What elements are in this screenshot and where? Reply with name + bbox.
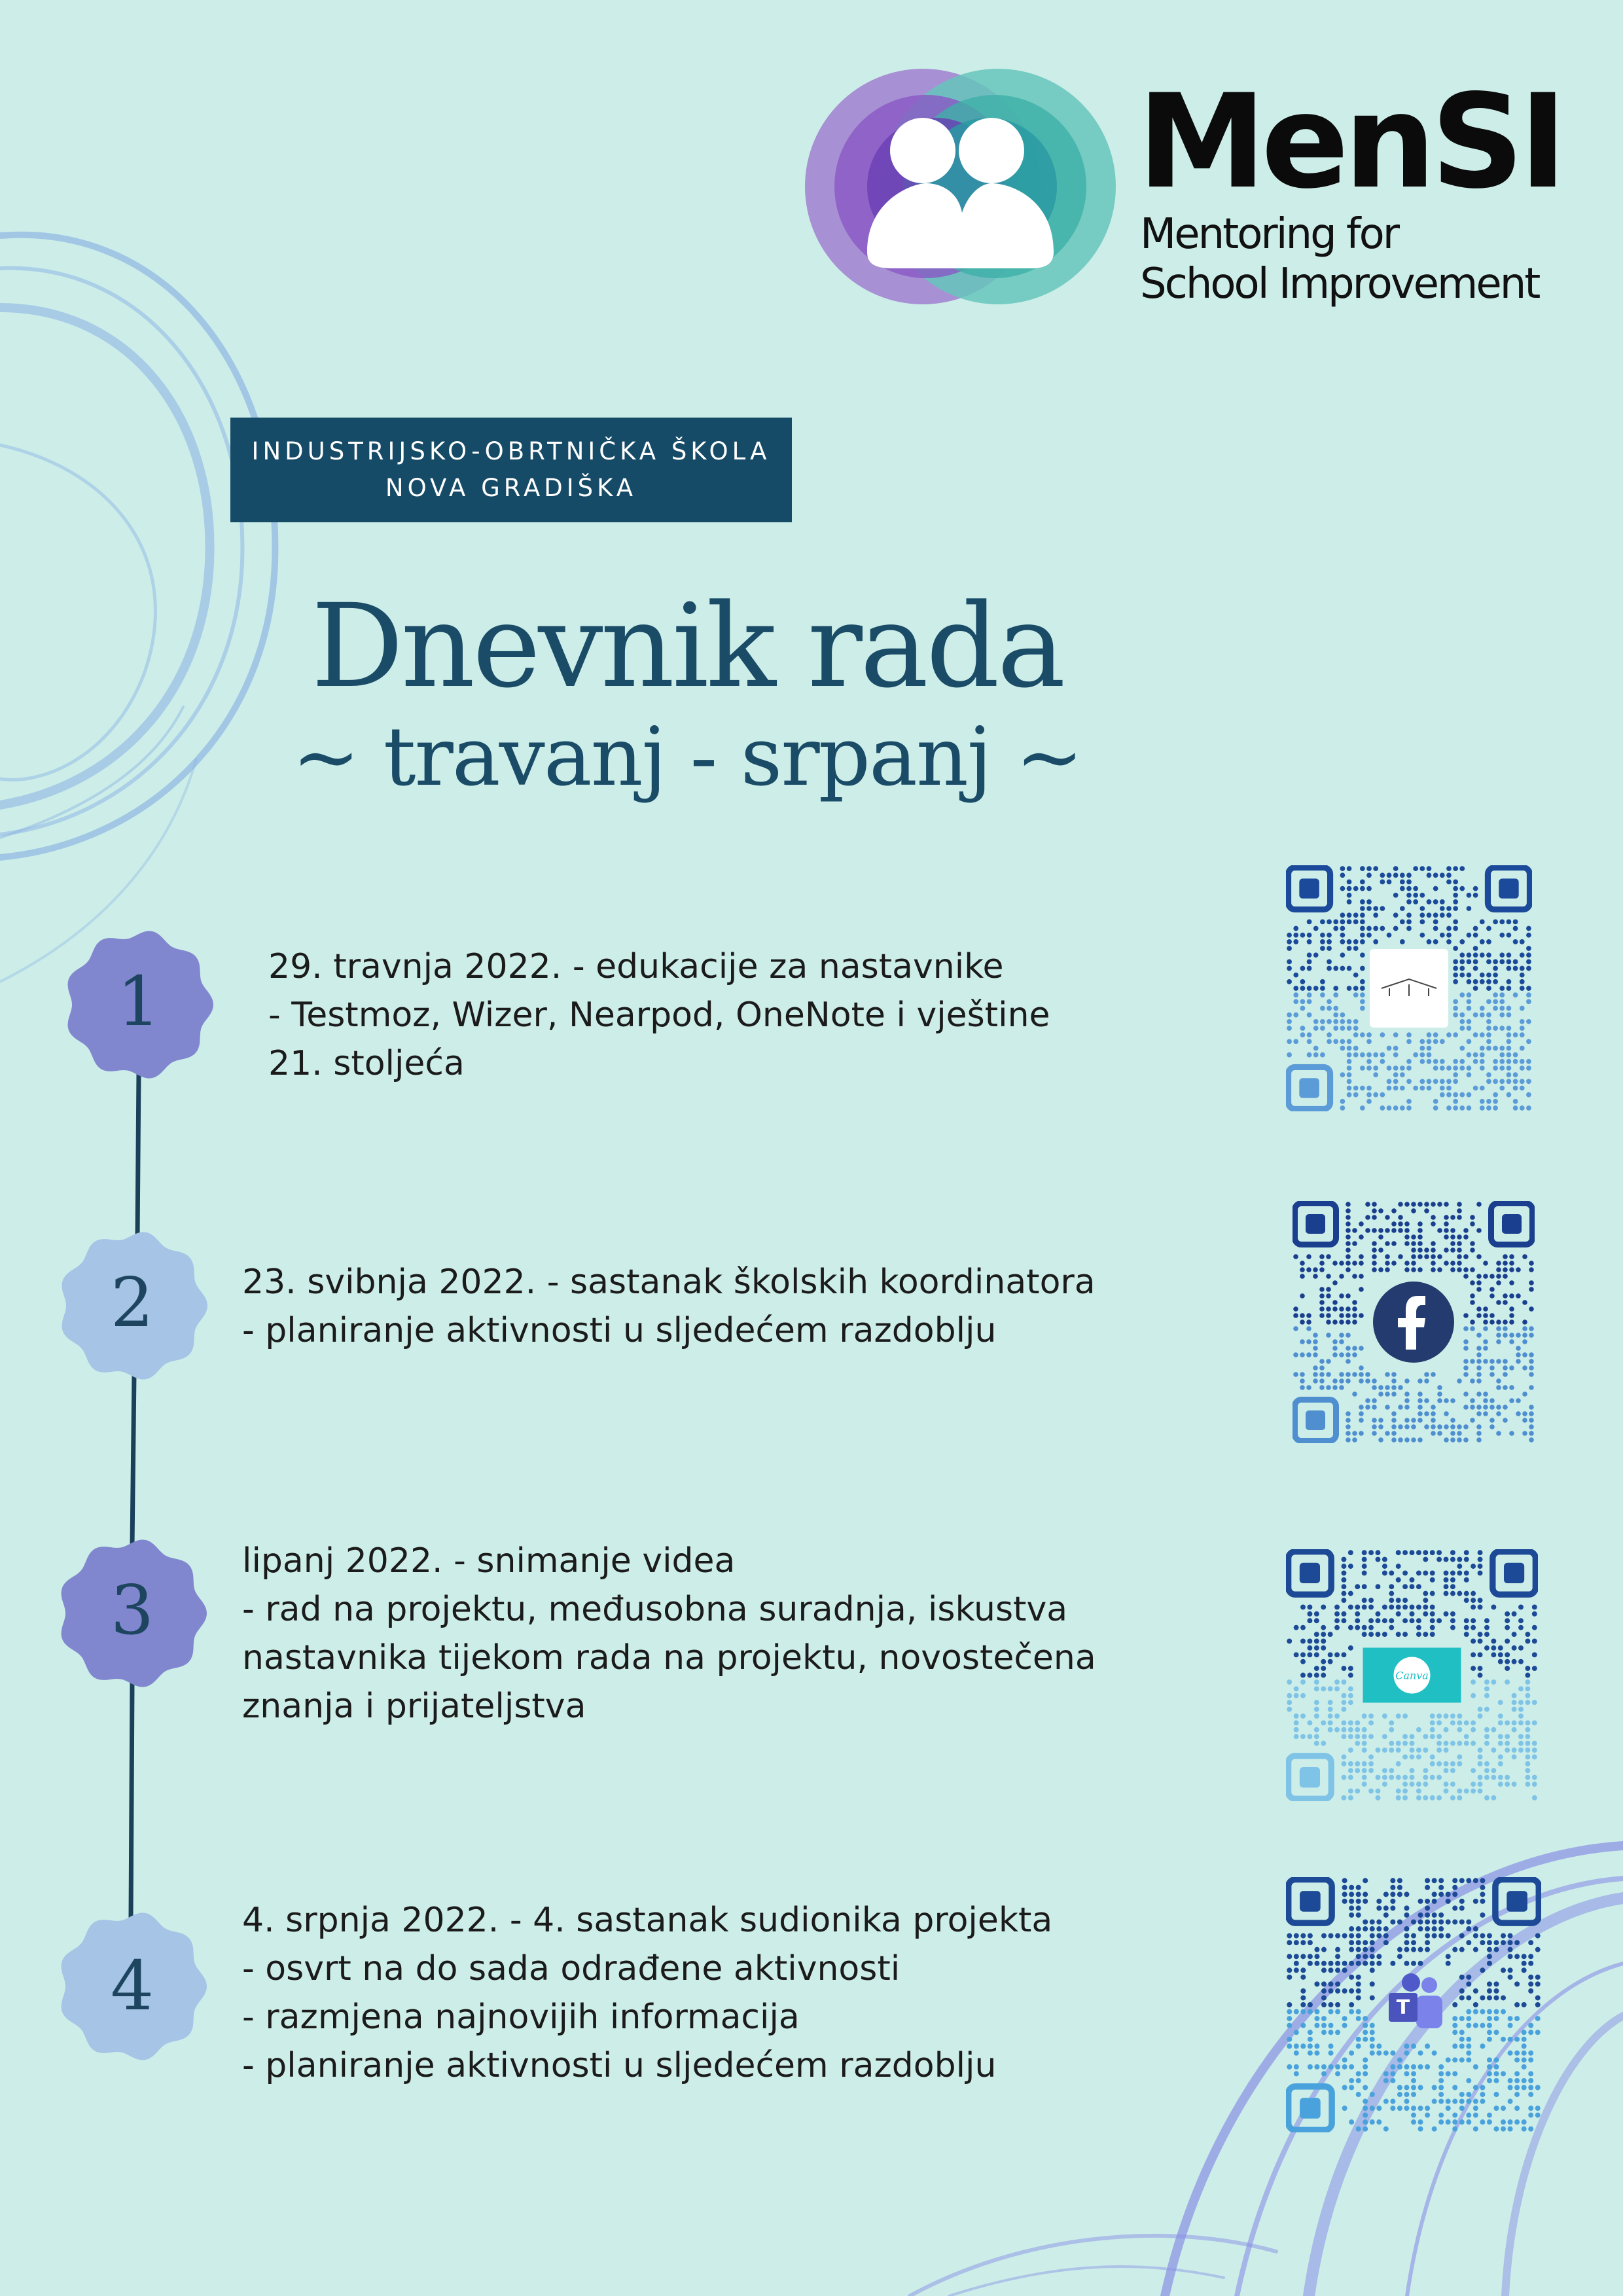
entry-line: - razmjena najnovijih informacija (242, 1998, 800, 2037)
page-subtitle: ~ travanj - srpanj ~ (292, 710, 1082, 804)
logo-tagline (1140, 209, 1539, 309)
timeline-line (131, 1073, 139, 1918)
logo-wordmark: MenSI (1137, 66, 1562, 217)
timeline-entry-2 (242, 1258, 1096, 1355)
page-title: Dnevnik rada (311, 579, 1063, 713)
entry-line: - planiranje aktivnosti u sljedećem razdoblju (242, 2046, 997, 2085)
school-name-line2: NOVA GRADIŠKA (385, 474, 637, 502)
timeline-entry-3 (242, 1537, 1096, 1731)
entry-line: nastavnika tijekom rada na projektu, novostečena (242, 1638, 1096, 1677)
entry-line: 21. stoljeća (268, 1044, 465, 1083)
entry-line: - rad na projektu, međusobna suradnja, iskustva (242, 1590, 1068, 1629)
mensi-logo-icon (802, 62, 1122, 324)
timeline-entry-1 (268, 942, 1050, 1088)
timeline-entry-4 (242, 1896, 1052, 2090)
timeline-number-4: 4 (110, 1946, 154, 2026)
timeline-number-3: 3 (110, 1570, 154, 1650)
svg-text:T: T (1396, 1996, 1410, 2019)
timeline-number-2: 2 (110, 1263, 154, 1342)
entry-line: - Testmoz, Wizer, Nearpod, OneNote i vještine (268, 996, 1050, 1035)
logo-tagline-line2: School Improvement (1140, 260, 1539, 308)
entry-line: 23. svibnja 2022. - sastanak školskih koordinatora (242, 1263, 1096, 1302)
entry-line: - osvrt na do sada odrađene aktivnosti (242, 1949, 901, 1988)
school-banner (230, 418, 792, 522)
qr-code-school[interactable] (1286, 865, 1532, 1111)
entry-line: znanja i prijateljstva (242, 1687, 586, 1726)
timeline-number-1: 1 (116, 961, 161, 1041)
svg-text:Canva: Canva (1395, 1669, 1429, 1682)
entry-line: 4. srpnja 2022. - 4. sastanak sudionika projekta (242, 1901, 1053, 1940)
entry-line: - planiranje aktivnosti u sljedećem razdoblju (242, 1311, 997, 1350)
school-name-line1: INDUSTRIJSKO-OBRTNIČKA ŠKOLA (251, 437, 771, 465)
qr-code-canva[interactable] (1286, 1549, 1538, 1801)
entry-line: lipanj 2022. - snimanje videa (242, 1541, 736, 1581)
logo-tagline-line1: Mentoring for (1140, 210, 1399, 259)
qr-code-facebook[interactable] (1293, 1201, 1535, 1443)
qr-code-teams[interactable] (1286, 1877, 1541, 2132)
entry-line: 29. travnja 2022. - edukacije za nastavnike (268, 947, 1004, 986)
